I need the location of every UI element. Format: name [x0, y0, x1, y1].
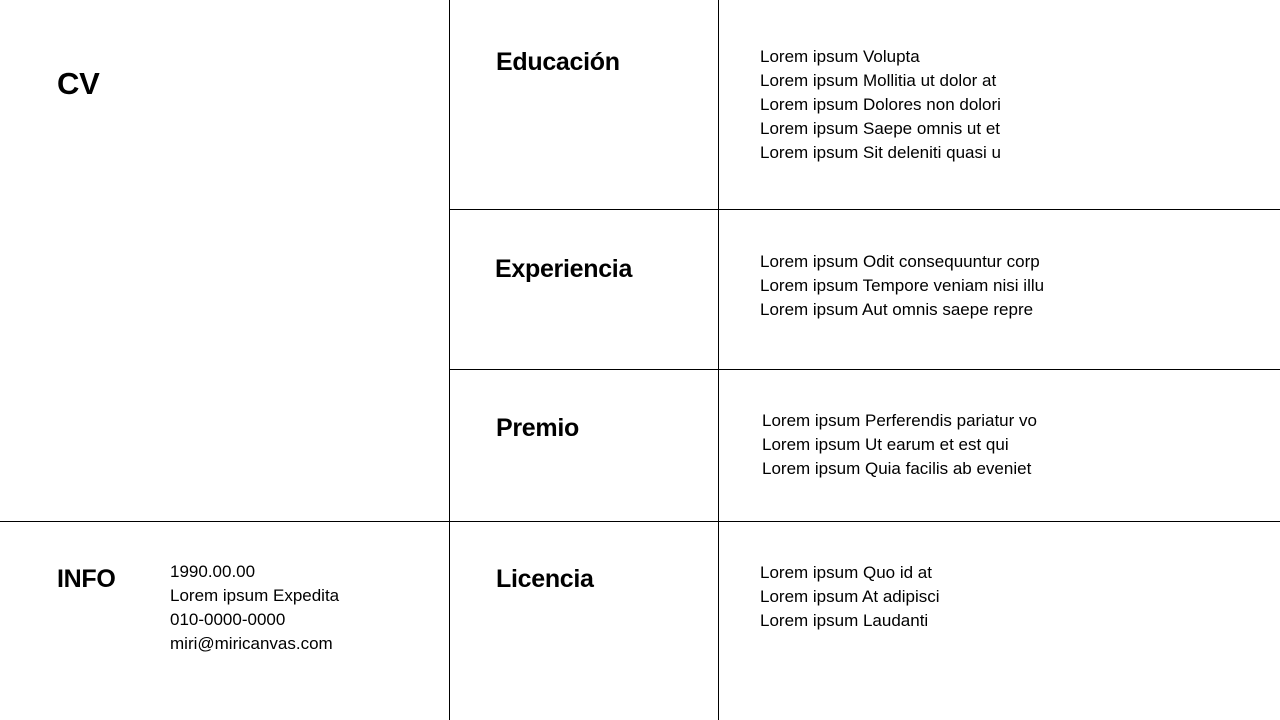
- list-item: Lorem ipsum Quia facilis ab eveniet: [762, 459, 1032, 478]
- list-item: Lorem ipsum Volupta: [760, 47, 920, 66]
- award-list: [762, 409, 1037, 481]
- info-address: Lorem ipsum Expedita: [170, 586, 340, 605]
- page-title: CV: [57, 66, 100, 101]
- list-item: Lorem ipsum Tempore veniam nisi illu: [760, 276, 1045, 295]
- list-item: Lorem ipsum Aut omnis saepe repre: [760, 300, 1034, 319]
- list-item: Lorem ipsum Quo id at: [760, 563, 932, 582]
- education-list: [760, 45, 1001, 165]
- list-item: Lorem ipsum Mollitia ut dolor at: [760, 71, 997, 90]
- list-item: Lorem ipsum Saepe omnis ut et: [760, 119, 1001, 138]
- info-email: miri@miricanvas.com: [170, 634, 333, 653]
- divider-vertical-right: [718, 0, 719, 720]
- divider-horizontal-experience: [449, 369, 1280, 370]
- experience-heading: Experiencia: [495, 255, 633, 283]
- divider-vertical-left: [449, 0, 450, 720]
- list-item: Lorem ipsum At adipisci: [760, 587, 940, 606]
- list-item: Lorem ipsum Odit consequuntur corp: [760, 252, 1040, 271]
- license-heading: Licencia: [496, 565, 594, 593]
- info-heading: INFO: [57, 565, 116, 593]
- info-list: [170, 560, 339, 656]
- divider-horizontal-full: [0, 521, 1280, 522]
- divider-horizontal-education: [449, 209, 1280, 210]
- list-item: Lorem ipsum Dolores non dolori: [760, 95, 1001, 114]
- info-phone: 010-0000-0000: [170, 610, 286, 629]
- education-heading: Educación: [496, 48, 620, 76]
- award-heading: Premio: [496, 414, 579, 442]
- list-item: Lorem ipsum Laudanti: [760, 611, 929, 630]
- license-list: [760, 561, 940, 633]
- experience-list: [760, 250, 1044, 322]
- list-item: Lorem ipsum Sit deleniti quasi u: [760, 143, 1001, 162]
- list-item: Lorem ipsum Perferendis pariatur vo: [762, 411, 1037, 430]
- info-date: 1990.00.00: [170, 562, 256, 581]
- list-item: Lorem ipsum Ut earum et est qui: [762, 435, 1009, 454]
